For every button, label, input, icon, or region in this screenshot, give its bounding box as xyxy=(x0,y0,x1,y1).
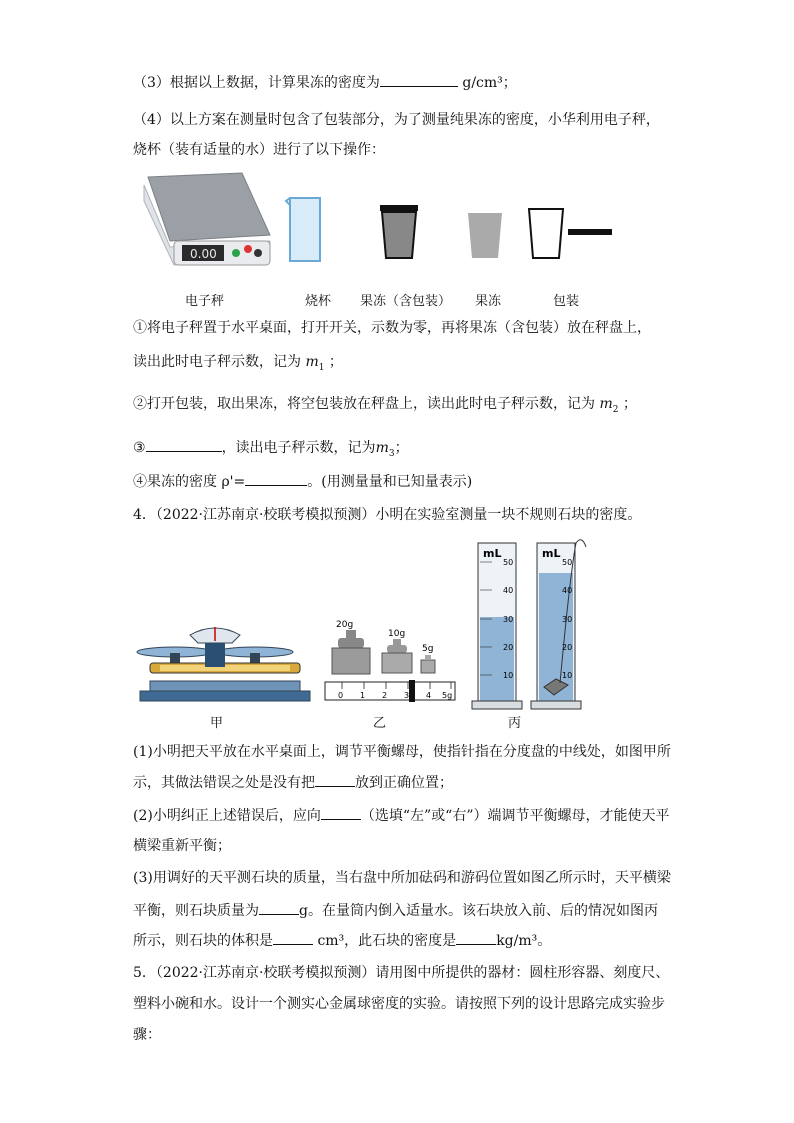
p5-line2: 塑料小碗和水。设计一个测实心金属球密度的实验。请按照下列的设计思路完成实验步 xyxy=(133,996,665,1012)
caption-yi: 乙 xyxy=(373,716,387,731)
q3-answer-blank[interactable] xyxy=(380,72,458,87)
p4-q1-blank[interactable] xyxy=(315,772,355,787)
p4-q3-volume-blank[interactable] xyxy=(273,930,313,945)
caption-beaker: 烧杯 xyxy=(305,294,332,309)
svg-text:0.00: 0.00 xyxy=(190,247,217,261)
svg-text:30: 30 xyxy=(503,615,514,624)
p5-line1: 5．（2022·江苏南京·校联考模拟预测）请用图中所提供的器材：圆柱形容器、刻度尺、 xyxy=(133,965,670,981)
caption-bing: 丙 xyxy=(508,716,522,731)
svg-text:30: 30 xyxy=(562,615,573,624)
svg-text:mL: mL xyxy=(483,547,502,560)
step3-blank[interactable] xyxy=(146,437,222,452)
svg-text:mL: mL xyxy=(542,547,561,560)
svg-text:40: 40 xyxy=(562,586,573,595)
weights-icon xyxy=(332,620,435,674)
q4-line1: （4）以上方案在测量时包含了包装部分，为了测量纯果冻的密度，小华利用电子秤， xyxy=(133,112,660,128)
jelly-with-package-icon xyxy=(380,205,418,258)
p4-q3-line-c: 所示，则石块的体积是 cm³，此石块的密度是 kg/m³。 xyxy=(133,930,551,951)
p5-line3: 骤： xyxy=(133,1027,161,1043)
package-icon xyxy=(529,209,612,258)
p4-q2-blank[interactable] xyxy=(321,805,361,820)
p4-q3-density-blank[interactable] xyxy=(456,930,496,945)
balance-icon xyxy=(137,627,310,701)
svg-text:50: 50 xyxy=(562,558,573,567)
svg-text:1: 1 xyxy=(360,691,366,700)
problem4-header: 4．（2022·江苏南京·校联考模拟预测）小明在实验室测量一块不规则石块的密度。 xyxy=(133,507,642,523)
svg-text:10: 10 xyxy=(503,671,514,680)
slider-ruler-icon xyxy=(325,680,455,702)
caption-package: 包装 xyxy=(553,294,580,309)
svg-text:50: 50 xyxy=(503,558,514,567)
svg-text:2: 2 xyxy=(382,691,388,700)
apparatus-figure xyxy=(130,165,630,275)
svg-text:10g: 10g xyxy=(388,629,406,639)
svg-text:5g: 5g xyxy=(442,691,453,700)
svg-text:5g: 5g xyxy=(422,644,434,654)
step4-blank[interactable] xyxy=(245,471,307,486)
caption-jelly-package: 果冻（含包装） xyxy=(360,294,452,309)
step4-line: ④果冻的密度 ρ'= 。(用测量量和已知量表示) xyxy=(133,471,472,492)
cylinder-after-icon xyxy=(531,540,586,709)
caption-jia: 甲 xyxy=(210,716,224,731)
step2-line: ②打开包装，取出果冻，将空包装放在秤盘上，读出此时电子秤示数，记为 $m_2$ ； xyxy=(133,396,637,415)
beaker-icon xyxy=(286,198,320,261)
step3-line: ③ ，读出电子秤示数，记为$m_3$； xyxy=(133,437,409,464)
p4-q1-line-a: (1)小明把天平放在水平桌面上，调节平衡螺母，使指针指在分度盘的中线处，如图甲所 xyxy=(133,744,671,760)
q4-line2: 烧杯（装有适量的水）进行了以下操作： xyxy=(133,142,385,158)
p4-q3-mass-blank[interactable] xyxy=(259,900,299,915)
p4-q3-line-a: (3)用调好的天平测石块的质量，当右盘中所加砝码和游码位置如图乙所示时，天平横梁 xyxy=(133,870,671,886)
svg-text:0: 0 xyxy=(338,691,344,700)
p4-q2-line-b: 横梁重新平衡； xyxy=(133,838,231,854)
svg-text:4: 4 xyxy=(426,691,432,700)
svg-text:20: 20 xyxy=(503,643,514,652)
balance-figure xyxy=(130,535,670,735)
cylinder-before-icon xyxy=(472,543,522,709)
p4-q2-line-a: (2)小明纠正上述错误后，应向 （选填“左”或“右”）端调节平衡螺母，才能使天平 xyxy=(133,805,669,826)
caption-jelly: 果冻 xyxy=(475,294,502,309)
svg-text:20: 20 xyxy=(562,643,573,652)
q3-line: （3）根据以上数据，计算果冻的密度为 g/cm³； xyxy=(133,72,517,93)
svg-text:40: 40 xyxy=(503,586,514,595)
svg-text:10: 10 xyxy=(562,671,573,680)
step1-line-b: 读出此时电子秤示数，记为 $m_1$ ； xyxy=(133,354,343,373)
svg-text:20g: 20g xyxy=(336,620,354,630)
svg-text:3: 3 xyxy=(404,691,410,700)
p4-q3-line-b: 平衡，则石块质量为 g。在量筒内倒入适量水。该石块放入前、后的情况如图丙 xyxy=(133,900,658,921)
caption-scale: 电子秤 xyxy=(185,294,225,309)
electronic-scale-icon xyxy=(144,173,270,265)
p4-q1-line-b: 示，其做法错误之处是没有把 放到正确位置； xyxy=(133,772,453,793)
jelly-icon xyxy=(468,213,502,258)
step1-line-a: ①将电子秤置于水平桌面，打开开关，示数为零，再将果冻（含包装）放在秤盘上， xyxy=(133,320,651,336)
